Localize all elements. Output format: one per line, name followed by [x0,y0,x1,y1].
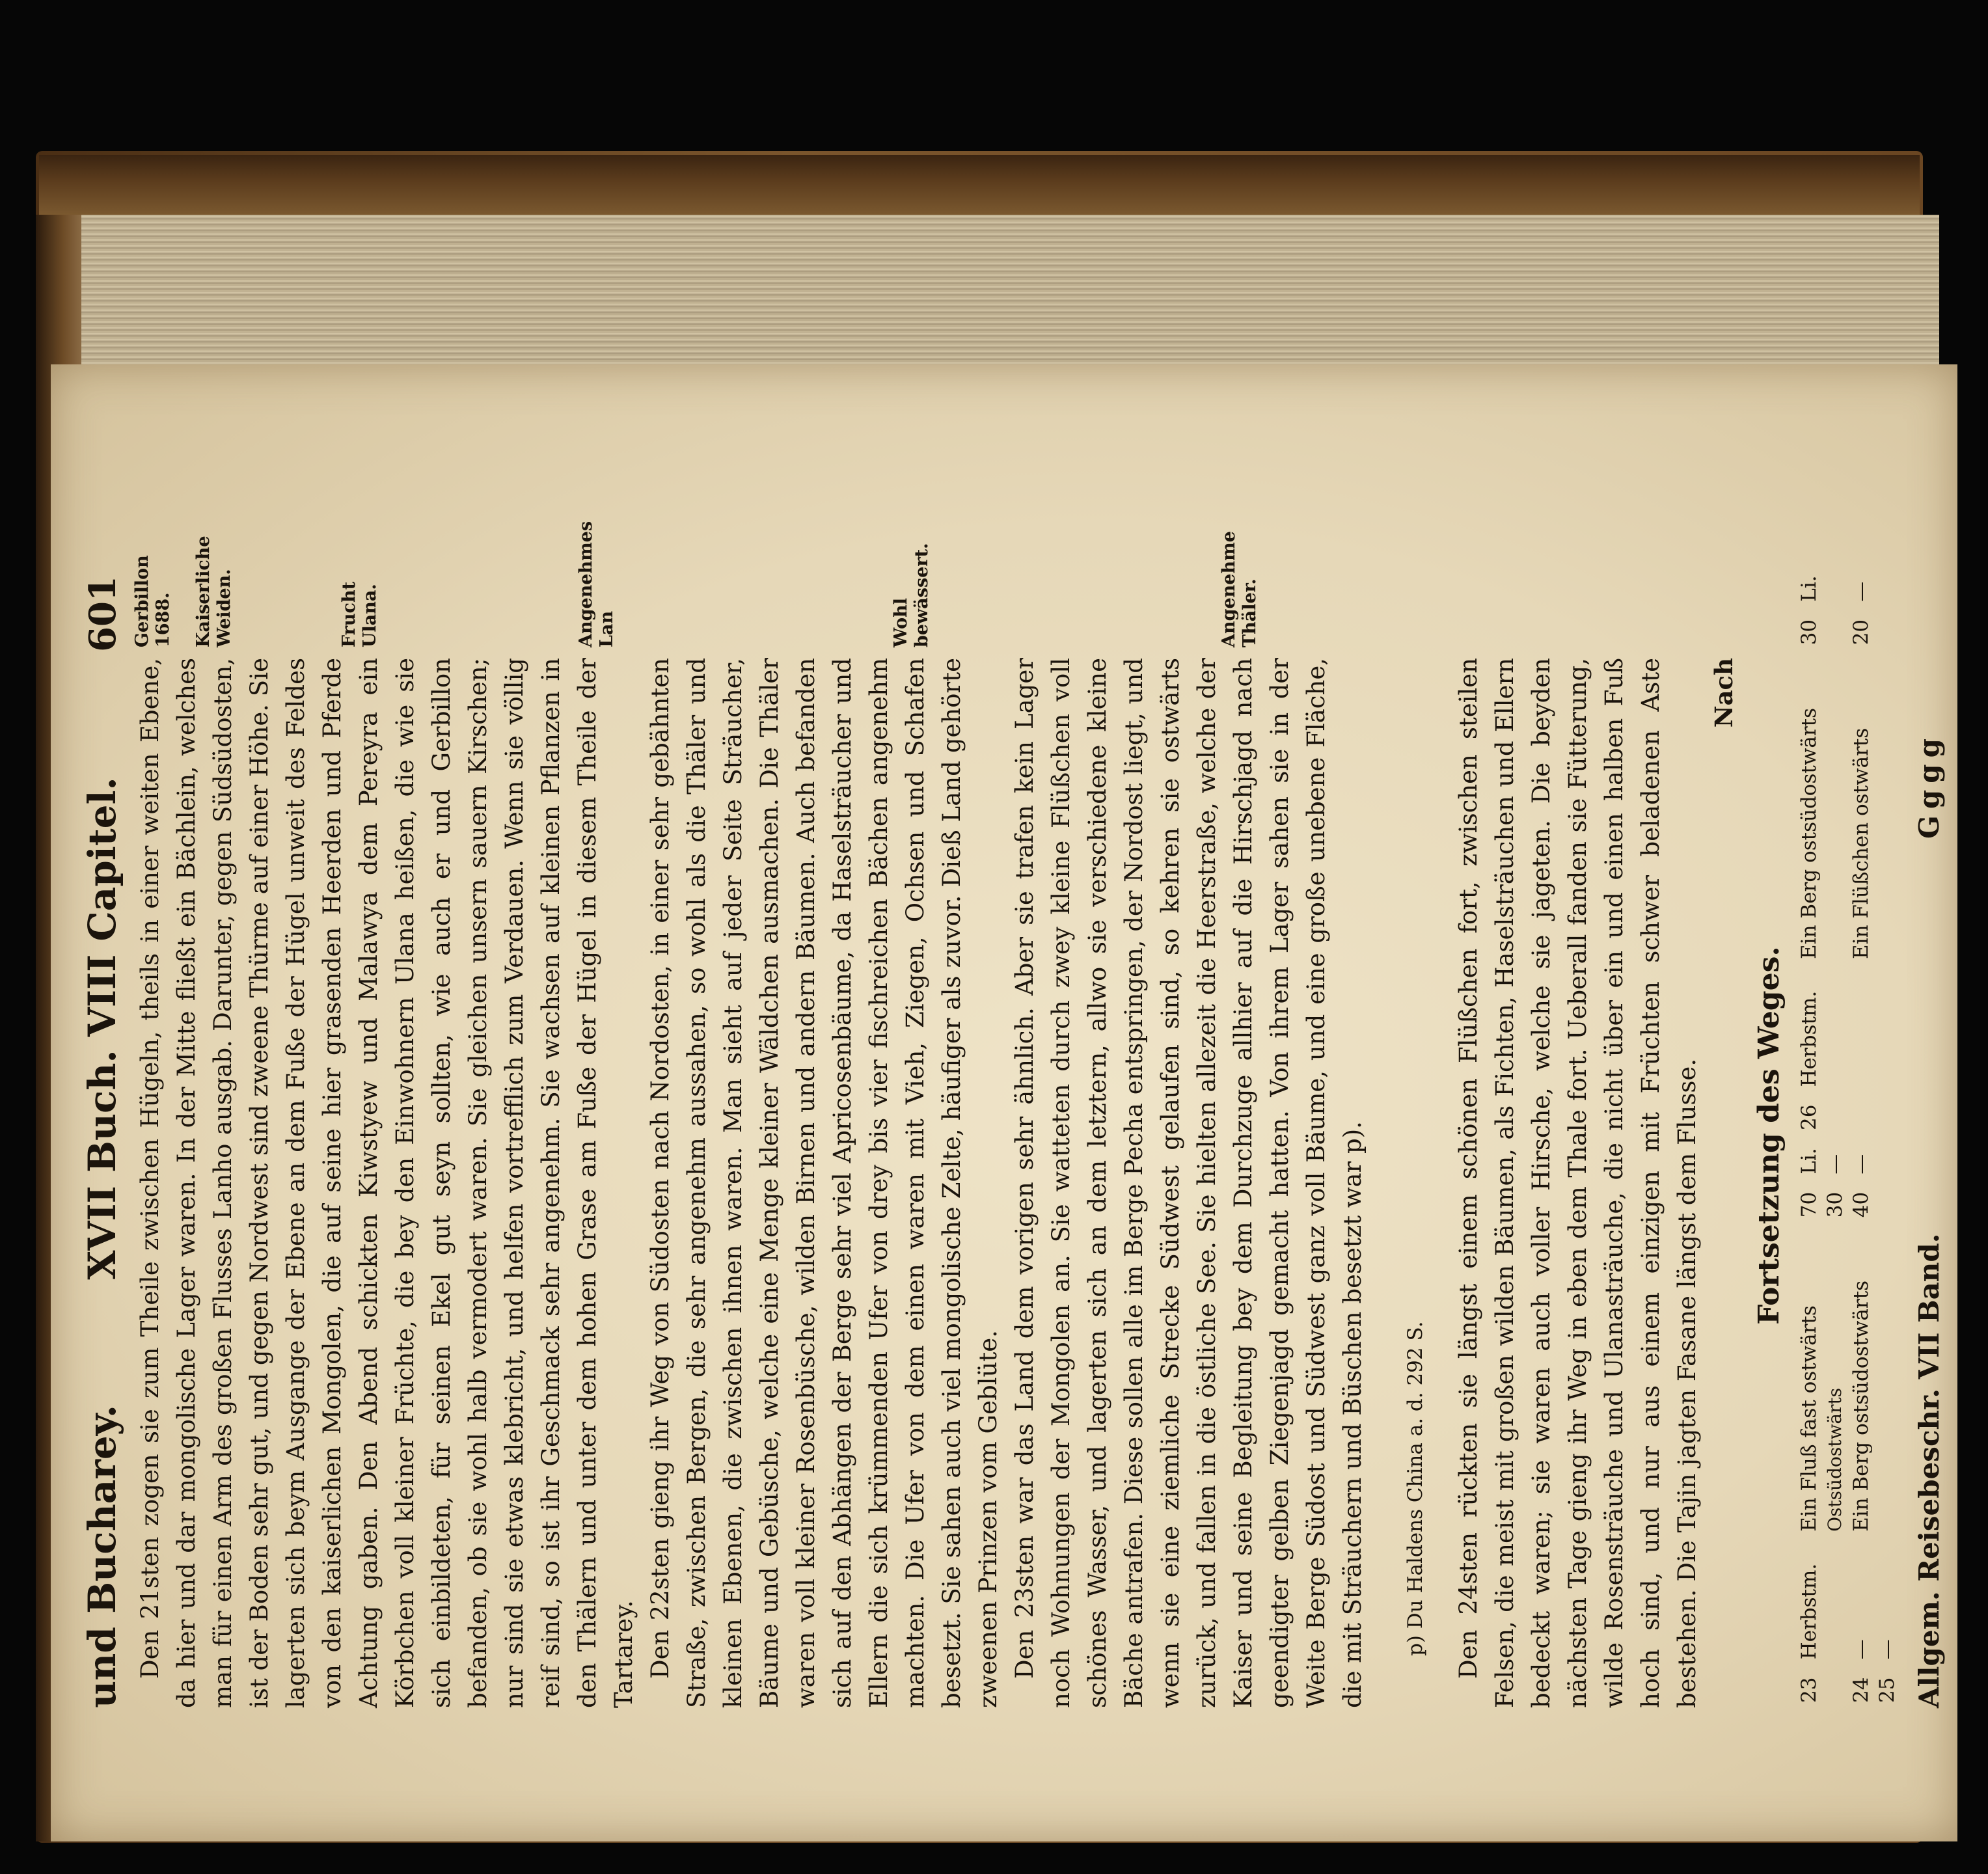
route-desc: Ein Fluß fast ostwärts [1797,1305,1821,1532]
margin-notes [132,521,1742,647]
route-month: — [1849,1639,1873,1660]
route-unit: — [1823,1154,1847,1175]
route-day [1848,1092,1874,1135]
page-number: 601 [81,576,124,652]
margin-note: Angenehme Thäler. [1219,531,1260,647]
paragraph-22: Den 22sten gieng ihr Weg von Südosten nach Nordosten, in einer sehr gebähnten Straße, zwischen Bergen, die sehr angenehm aussahen, so wohl als die Thäler und kleinen Ebenen, die zwischen ihnen waren. Man sieht auf jeder Seite Sträucher, Bäume und Gebüsche, welche eine Menge kleiner Wäldchen ausmachen. Die Thäler waren voll kleiner Rosenbüsche, wilden Birnen und andern Bäumen. Auch befanden sich auf den Abhängen der Berge sehr viel Apricosenbäume, da Haselsträucher und Ellern die sich krümmenden Ufer von drey bis vier fischreichen Bächen angenehm machten. Die Ufer von dem einen waren mit Vieh, Ziegen, Ochsen und Schafen besetzt. Sie sahen auch viel mongolische Zelte, häufiger als zuvor. Dieß Land gehörte zweenen Prinzen vom Geblüte. [646,658,1002,1708]
route-day [1822,1664,1848,1708]
route-day: 23 [1797,1677,1821,1703]
route-month: Herbstm. [1797,1563,1821,1660]
route-desc [1874,650,1900,964]
route-unit: Li. [1797,575,1821,602]
margin-note: Angenehmes Lan [576,521,617,647]
table-title: Fortsetzung des Weges. [1752,946,1786,1325]
table-row [1848,563,1874,1708]
route-desc: Ein Berg ostsüdostwärts [1849,1280,1873,1532]
route-dist [1822,607,1848,651]
route-month: — [1875,1639,1899,1660]
signature-mark: Gggg [1913,732,1945,839]
route-desc: Ein Flüßchen ostwärts [1849,727,1873,959]
paragraph-24: Den 24sten rückten sie längst einem schönen Flüßchen fort, zwischen steilen Felsen, die meist mit großen wilden Bäumen, als Fichten, Haselsträuchen und Ellern bedeckt waren; sie waren auch voller Hirsche, welche sie jageten. Die beyden nächsten Tage gieng ihr Weg in eben dem Thale fort. Ueberall fanden sie Fütterung, wilde Rosensträuche und Ulanasträuche, die nicht über ein und einen halben Fuß hoch sind, und nur aus einem einzigen mit Früchten schwer beladenen Aste bestehen. Die Tajin jagten Fasane längst dem Flusse. [1454,658,1701,1708]
route-month [1822,1537,1848,1665]
page-block-edge [65,215,1939,380]
route-day: 24 [1849,1677,1873,1703]
header-left: und Bucharey. [80,1404,124,1708]
page-footer [1913,563,1945,1708]
main-column [132,658,1742,1708]
route-table [1796,563,1900,1708]
table-row [1874,563,1900,1708]
table-row [1796,563,1822,1708]
route-desc: Ein Berg ostsüdostwärts [1797,707,1821,959]
margin-note: Wohl bewässert. [891,543,932,647]
route-unit: — [1849,581,1873,602]
route-day [1822,1092,1848,1135]
catchword: Nach [1709,658,1738,728]
running-header [80,563,132,1708]
route-dist: 70 [1797,1191,1821,1218]
route-month [1848,964,1874,1093]
margin-note: Kaiserliche Weiden. [193,536,234,647]
route-dist [1874,1180,1900,1223]
route-desc [1874,1223,1900,1537]
route-month [1822,964,1848,1093]
header-center: XVII Buch. VIII Capitel. [80,777,124,1280]
route-day: 25 [1875,1677,1899,1703]
route-dist: 30 [1823,1191,1847,1218]
route-desc [1822,650,1848,964]
route-unit: — [1849,1154,1873,1175]
margin-note: Frucht Ulana. [339,581,380,647]
route-day: 26 [1797,1104,1821,1131]
footnote: p) Du Haldens China a. d. 292 S. [1404,1321,1427,1656]
route-dist [1874,607,1900,651]
table-row [1822,563,1848,1708]
route-dist: 30 [1797,619,1821,645]
footer-volume: Allgem. Reisebeschr. VII Band. [1913,1233,1945,1708]
route-unit: Li. [1797,1148,1821,1175]
route-month: Herbstm. [1797,990,1821,1087]
rotated-text-frame [80,521,1945,1708]
body-text [132,521,1742,1708]
route-unit [1874,563,1900,607]
book-page [51,364,1957,1841]
route-desc: Ostsüdostwärts [1824,1387,1845,1532]
route-dist: 40 [1849,1191,1873,1218]
route-dist: 20 [1849,619,1873,645]
paragraph-21: Den 21sten zogen sie zum Theile zwischen Hügeln, theils in einer weiten Ebene, da hier und dar mongolische Lager waren. In der Mitte fließt ein Bächlein, welches man für einen Arm des großen Flusses Lanho ausgab. Darunter, gegen Südsüdosten, ist der Boden sehr gut, und gegen Nordwest sind zweene Thürme auf einer Höhe. Sie lagerten sich beym Ausgange der Ebene an dem Fuße der Hügel unweit des Feldes von den kaiserlichen Mongolen, die auf seine hier grasenden Heerden und Pferde Achtung gaben. Den Abend schickten Kiwstyew und Malawya dem Pereyra ein Körbchen voll kleiner Früchte, die bey den Einwohnern Ulana heißen, die wie sie sich einbildeten, für seinen Ekel gut seyn sollten, wie auch er und Gerbillon befanden, ob sie wohl halb vermodert waren. Sie gleichen unsern sauern Kirschen; nur sind sie etwas klebricht, und helfen vortrefflich zum Verdauen. Wenn sie völlig reif sind, so ist ihr Geschmack sehr angenehm. Sie wachsen auf kleinen Pflanzen in den Thälern und unter dem hohen Grase am Fuße der Hügel in diesem Theile der Tartarey. [136,658,638,1708]
route-unit [1822,563,1848,607]
page-rotation-wrapper [51,364,1957,1841]
cover-top-edge [39,155,1920,217]
route-day [1874,1092,1900,1135]
paragraph-23: Den 23sten war das Land dem vorigen sehr ähnlich. Aber sie trafen kein Lager noch Wohnungen der Mongolen an. Sie watteten durch zwey kleine Flüßchen voll schönes Wasser, und lagerten sich an dem letztern, allwo sie verschiedene kleine Bäche antrafen. Diese sollen alle im Berge Pecha entspringen, der Nordost liegt, und wenn sie eine ziemliche Strecke Südwest gelaufen sind, so kehren sie ostwärts zurück, und fallen in die östliche See. Sie hielten allezeit die Heerstraße, welche der Kaiser und seine Begleitung bey dem Durchzuge allhier auf die Hirschjagd nach geendigter gelben Ziegenjagd gemacht hatten. Von ihrem Lager sahen sie in der Weite Berge Südost und Südwest ganz voll Bäume, und eine große unebene Fläche, die mit Sträuchern und Büschen besetzt war p). [1011,658,1367,1708]
route-unit [1874,1135,1900,1180]
route-month [1874,964,1900,1093]
margin-note: Gerbillon 1688. [132,555,173,647]
